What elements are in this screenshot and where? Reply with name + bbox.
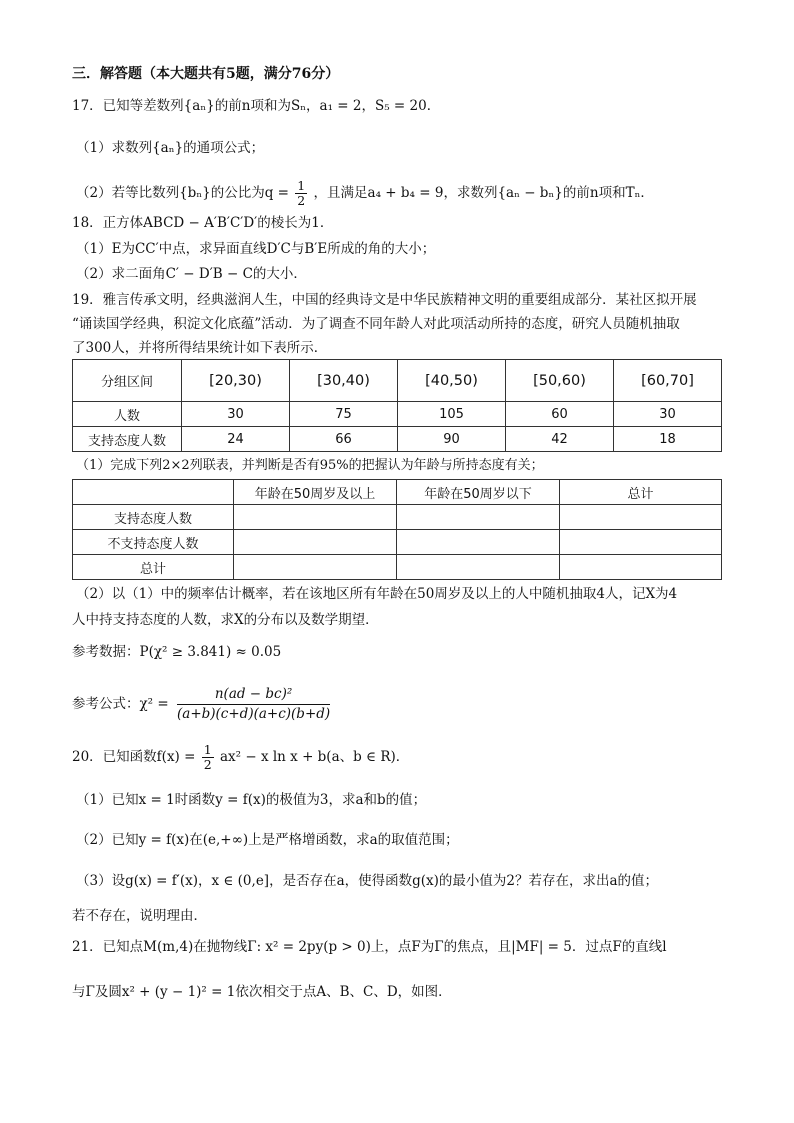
chi-square-fraction — [177, 685, 330, 724]
q20-part3: （3）设g(x) = f′(x)，x ∈ (0,e]，是否存在a，使得函数g(x)的最小值为2？若存在，求出a的值； — [76, 873, 659, 889]
q21-line2: 与Γ及圆x² + (y − 1)² = 1依次相交于点A、B、C、D，如图． — [72, 984, 452, 1000]
table-cell: 支持态度人数 — [73, 505, 234, 530]
table-cell — [560, 505, 722, 530]
table-row — [73, 505, 722, 530]
table-cell: 75 — [290, 402, 398, 427]
table-cell: 年龄在50周岁及以上 — [234, 480, 397, 505]
q19-line1: 19．雅言传承文明，经典滋润人生，中国的经典诗文是中华民族精神文明的重要组成部分．某社区拟开展 — [72, 292, 697, 308]
q19-line3: 了300人，并将所得结果统计如下表所示． — [72, 340, 328, 356]
q19-part2-line2: 人中持支持态度的人数，求X的分布以及数学期望． — [72, 612, 379, 628]
q19-contingency-table — [72, 479, 722, 580]
q17-fraction — [295, 179, 307, 208]
q20-stem — [72, 741, 409, 773]
q20-fraction-den: 2 — [203, 757, 212, 772]
q17-part2-a: （2）若等比数列{bₙ}的公比为q = — [76, 185, 289, 201]
chi-square-numerator: n(ad − bc)² — [177, 685, 330, 705]
table-row — [73, 402, 722, 427]
q21-line1: 21．已知点M(m,4)在抛物线Γ: x² = 2py(p > 0)上，点F为Γ的焦点，且|MF| = 5．过点F的直线l — [72, 939, 667, 955]
q20-fraction — [202, 743, 214, 772]
table-cell: 总计 — [560, 480, 722, 505]
table-cell: 不支持态度人数 — [73, 530, 234, 555]
table-cell — [397, 555, 560, 580]
table-cell: 人数 — [73, 402, 182, 427]
q20-stem-b: ax² − x ln x + b(a、b ∈ R)． — [219, 749, 410, 765]
q19-reference-data: 参考数据：P(χ² ≥ 3.841) ≈ 0.05 — [72, 644, 282, 660]
table-cell: [50,60) — [506, 360, 614, 402]
q20-fraction-num: 1 — [203, 742, 212, 757]
q17-stem: 17．已知等差数列{aₙ}的前n项和为Sₙ，a₁ = 2，S₅ = 20． — [72, 98, 441, 114]
table-cell: [40,50) — [398, 360, 506, 402]
table-cell: [60,70] — [614, 360, 722, 402]
q19-reference-formula — [72, 680, 330, 728]
table-cell — [397, 505, 560, 530]
table-cell — [397, 530, 560, 555]
q20-part2: （2）已知y = f(x)在(e,+∞)上是严格增函数，求a的取值范围； — [76, 832, 459, 848]
q18-stem: 18．正方体ABCD − A′B′C′D′的棱长为1． — [72, 215, 334, 231]
chi-square-denominator: (a+b)(c+d)(a+c)(b+d) — [177, 706, 331, 722]
q19-formula-label: 参考公式：χ² = — [72, 696, 169, 712]
q18-part2: （2）求二面角C′ − D′B − C的大小． — [76, 266, 307, 282]
table-cell — [73, 480, 234, 505]
table-cell: [30,40) — [290, 360, 398, 402]
q18-part1: （1）E为CC′中点，求异面直线D′C与B′E所成的角的大小； — [76, 241, 436, 257]
q20-part1: （1）已知x = 1时函数y = f(x)的极值为3，求a和b的值； — [76, 792, 427, 808]
q20-stem-a: 20．已知函数f(x) = — [72, 749, 196, 765]
table-cell: 60 — [506, 402, 614, 427]
q19-line2: “诵读国学经典，积淀文化底蕴”活动．为了调查不同年龄人对此项活动所持的态度，研究人员随机抽取 — [72, 316, 680, 332]
table-cell — [234, 530, 397, 555]
section-title: 三．解答题（本大题共有5题，满分76分） — [72, 66, 340, 82]
table-cell: 支持态度人数 — [73, 427, 182, 452]
q17-fraction-den: 2 — [297, 193, 306, 208]
table-cell — [560, 555, 722, 580]
q17-part1: （1）求数列{aₙ}的通项公式； — [76, 140, 265, 156]
table-header-row — [73, 480, 722, 505]
table-cell: 105 — [398, 402, 506, 427]
table-cell — [234, 555, 397, 580]
q20-part3-continued: 若不存在，说明理由． — [72, 908, 207, 924]
table-cell: 年龄在50周岁以下 — [397, 480, 560, 505]
table-row — [73, 427, 722, 452]
table-cell: 总计 — [73, 555, 234, 580]
table-row — [73, 555, 722, 580]
table-row — [73, 530, 722, 555]
table-cell: 30 — [182, 402, 290, 427]
table-cell: 24 — [182, 427, 290, 452]
table-cell: 42 — [506, 427, 614, 452]
table-cell: 分组区间 — [73, 360, 182, 402]
table-header-row — [73, 360, 722, 402]
q17-fraction-num: 1 — [297, 178, 306, 193]
table-cell: [20,30) — [182, 360, 290, 402]
q19-part2-line1: （2）以（1）中的频率估计概率，若在该地区所有年龄在50周岁及以上的人中随机抽取4人，记X为4 — [76, 586, 678, 602]
table-cell: 66 — [290, 427, 398, 452]
table-cell — [234, 505, 397, 530]
q17-part2 — [76, 178, 654, 208]
table-cell — [560, 530, 722, 555]
q19-distribution-table — [72, 359, 722, 452]
table-cell: 18 — [614, 427, 722, 452]
q17-part2-b: ，且满足a₄ + b₄ = 9，求数列{aₙ − bₙ}的前n项和Tₙ． — [313, 185, 654, 201]
q19-part1: （1）完成下列2×2列联表，并判断是否有95%的把握认为年龄与所持态度有关； — [76, 458, 544, 473]
table-cell: 30 — [614, 402, 722, 427]
table-cell: 90 — [398, 427, 506, 452]
